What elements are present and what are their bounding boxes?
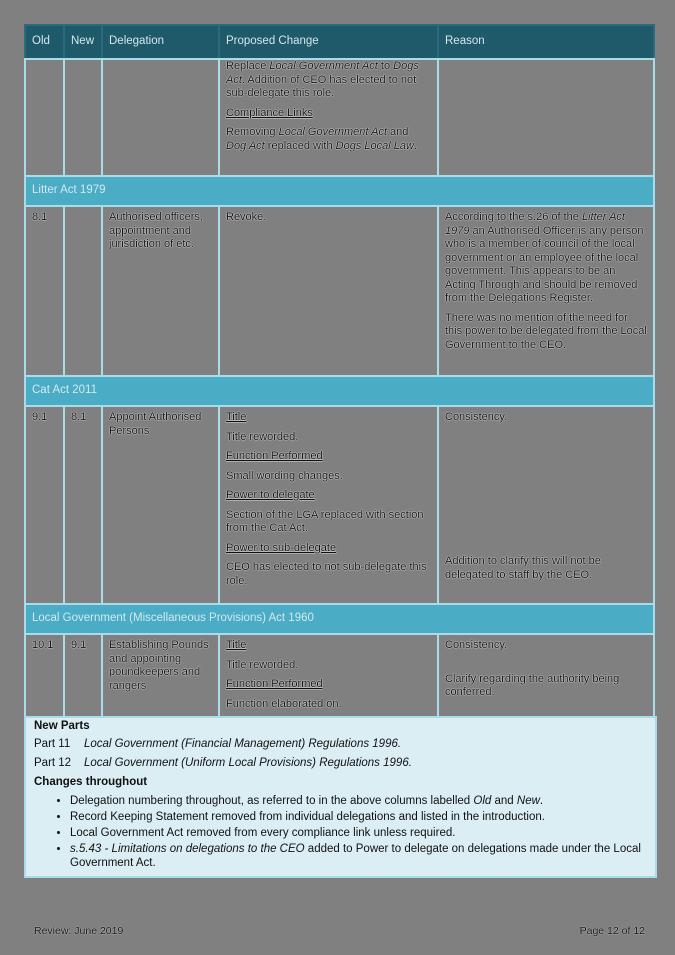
text: and <box>387 126 409 138</box>
reason-text: Addition to clarify this will not be delegated to staff by the CEO. <box>445 555 601 581</box>
text-italic: Dogs Act <box>226 60 419 86</box>
reason-text: Consistency. <box>445 639 508 651</box>
column-header-proposed-change: Proposed Change <box>219 25 438 59</box>
text-italic: Old <box>473 795 492 807</box>
section-row-cat-act <box>25 376 654 406</box>
reason-cell <box>438 406 654 604</box>
text: Replace <box>226 60 270 72</box>
changes-throughout-heading: Changes throughout <box>34 776 148 788</box>
proposed-change-paragraph <box>226 60 431 101</box>
part-label: Part 12 <box>34 757 72 769</box>
change-text: Title reworded. <box>226 658 299 671</box>
change-heading-power-to-sub-delegate: Power to sub-delegate <box>226 541 337 554</box>
proposed-change-cell <box>219 634 438 722</box>
reason-cell <box>438 634 654 722</box>
old-cell: 8.1 <box>25 206 64 376</box>
change-heading-power-to-delegate: Power to delegate <box>226 489 315 501</box>
reason-paragraph: There was no mention of the need for this power to be delegated from the Local Government to the CEO. <box>445 311 647 351</box>
reason-text: Consistency. <box>445 411 508 423</box>
compliance-links-heading: Compliance Links <box>226 106 313 119</box>
list-item <box>70 842 647 870</box>
delegation-cell: Establishing Pounds and appointing poundkeepers and rangers <box>102 634 219 722</box>
proposed-change-cell <box>219 59 438 176</box>
new-cell: 8.1 <box>64 406 102 604</box>
notes-box <box>24 716 657 878</box>
text: replaced with <box>264 139 336 152</box>
table-row <box>25 206 654 376</box>
column-header-reason: Reason <box>438 25 654 59</box>
section-row-lg-misc-provisions-act <box>25 604 654 634</box>
compliance-links-paragraph <box>226 126 431 153</box>
text: and <box>491 795 517 807</box>
list-item <box>70 794 647 808</box>
reason-cell <box>438 59 654 176</box>
reason-cell <box>438 206 654 376</box>
text-italic: New <box>516 795 540 807</box>
part-title: Local Government (Financial Management) Regulations 1996. <box>84 738 402 750</box>
section-title: Litter Act 1979 <box>25 176 654 206</box>
delegation-cell: Appoint Authorised Persons <box>102 406 219 604</box>
text: . <box>539 795 544 807</box>
table-row <box>25 634 654 722</box>
delegation-cell: Authorised officers, appointment and jurisdiction of etc. <box>102 206 219 376</box>
text: added to Power to delegate on delegations made under the Local Government Act. <box>70 843 641 869</box>
list-item: • Local Government Act removed from every compliance link unless required. <box>70 826 647 840</box>
text: Delegation numbering throughout, as referred to in the above columns labelled <box>70 795 474 807</box>
new-parts-heading: New Parts <box>34 720 90 732</box>
text-italic: s.5.43 - Limitations on delegations to the CEO <box>70 843 305 855</box>
column-header-new: New <box>64 25 102 59</box>
footer-review-date: Review: June 2019 <box>34 925 124 937</box>
text-italic: Litter Act 1979 <box>445 211 625 237</box>
change-heading-title: Title <box>226 411 247 423</box>
new-cell: 9.1 <box>64 634 102 722</box>
text-italic: Dog Act <box>226 139 265 152</box>
section-title: Local Government (Miscellaneous Provisions) Act 1960 <box>25 604 654 634</box>
change-text: CEO has elected to not sub-delegate this role. <box>226 561 427 587</box>
new-cell <box>64 206 102 376</box>
table-row-continuation <box>25 59 654 176</box>
old-cell <box>25 59 64 176</box>
delegations-change-table <box>24 24 655 723</box>
text-italic: Dogs Local Law <box>335 139 414 152</box>
table-row <box>25 406 654 604</box>
change-text: Title reworded. <box>226 430 299 443</box>
change-heading-title: Title <box>226 639 247 651</box>
new-cell <box>64 59 102 176</box>
change-text: Function elaborated on. <box>226 697 342 710</box>
text: Removing <box>226 126 279 138</box>
text: . Addition of CEO has elected to not sub-delegate this role. <box>226 73 417 99</box>
old-cell: 10.1 <box>25 634 64 722</box>
reason-text: Clarify regarding the authority being conferred. <box>445 672 620 698</box>
column-header-old: Old <box>25 25 64 59</box>
text: an Authorised Officer is any person who is a member of council of the local government or an employee of the local government. This appears to be an Acting Through and should be removed from the Delegations Register. <box>445 224 644 304</box>
part-label: Part 11 <box>34 738 71 750</box>
change-text: Small wording changes. <box>226 469 343 482</box>
text-italic: Local Government Act <box>269 60 378 72</box>
proposed-change-cell: Revoke. <box>219 206 438 376</box>
new-part-item <box>34 738 647 750</box>
change-heading-function-performed: Function Performed <box>226 678 323 690</box>
change-heading-function-performed: Function Performed <box>226 450 323 462</box>
section-row-litter-act <box>25 176 654 206</box>
new-part-item <box>34 757 647 769</box>
text-italic: Local Government Act <box>278 126 387 138</box>
old-cell: 9.1 <box>25 406 64 604</box>
delegation-cell <box>102 59 219 176</box>
footer-page-number: Page 12 of 12 <box>579 925 645 937</box>
reason-paragraph <box>445 211 647 306</box>
text: According to the s.26 of the <box>445 211 582 223</box>
section-title: Cat Act 2011 <box>25 376 654 406</box>
change-text: Section of the LGA replaced with section from the Cat Act. <box>226 508 424 534</box>
table-header-row <box>25 25 654 59</box>
proposed-change-cell <box>219 406 438 604</box>
changes-list <box>34 794 647 870</box>
part-title: Local Government (Uniform Local Provisions) Regulations 1996. <box>84 757 412 769</box>
column-header-delegation: Delegation <box>102 25 219 59</box>
list-item: • Record Keeping Statement removed from individual delegations and listed in the introduction. <box>70 810 647 824</box>
text: to <box>377 60 394 72</box>
text: . <box>413 139 418 152</box>
